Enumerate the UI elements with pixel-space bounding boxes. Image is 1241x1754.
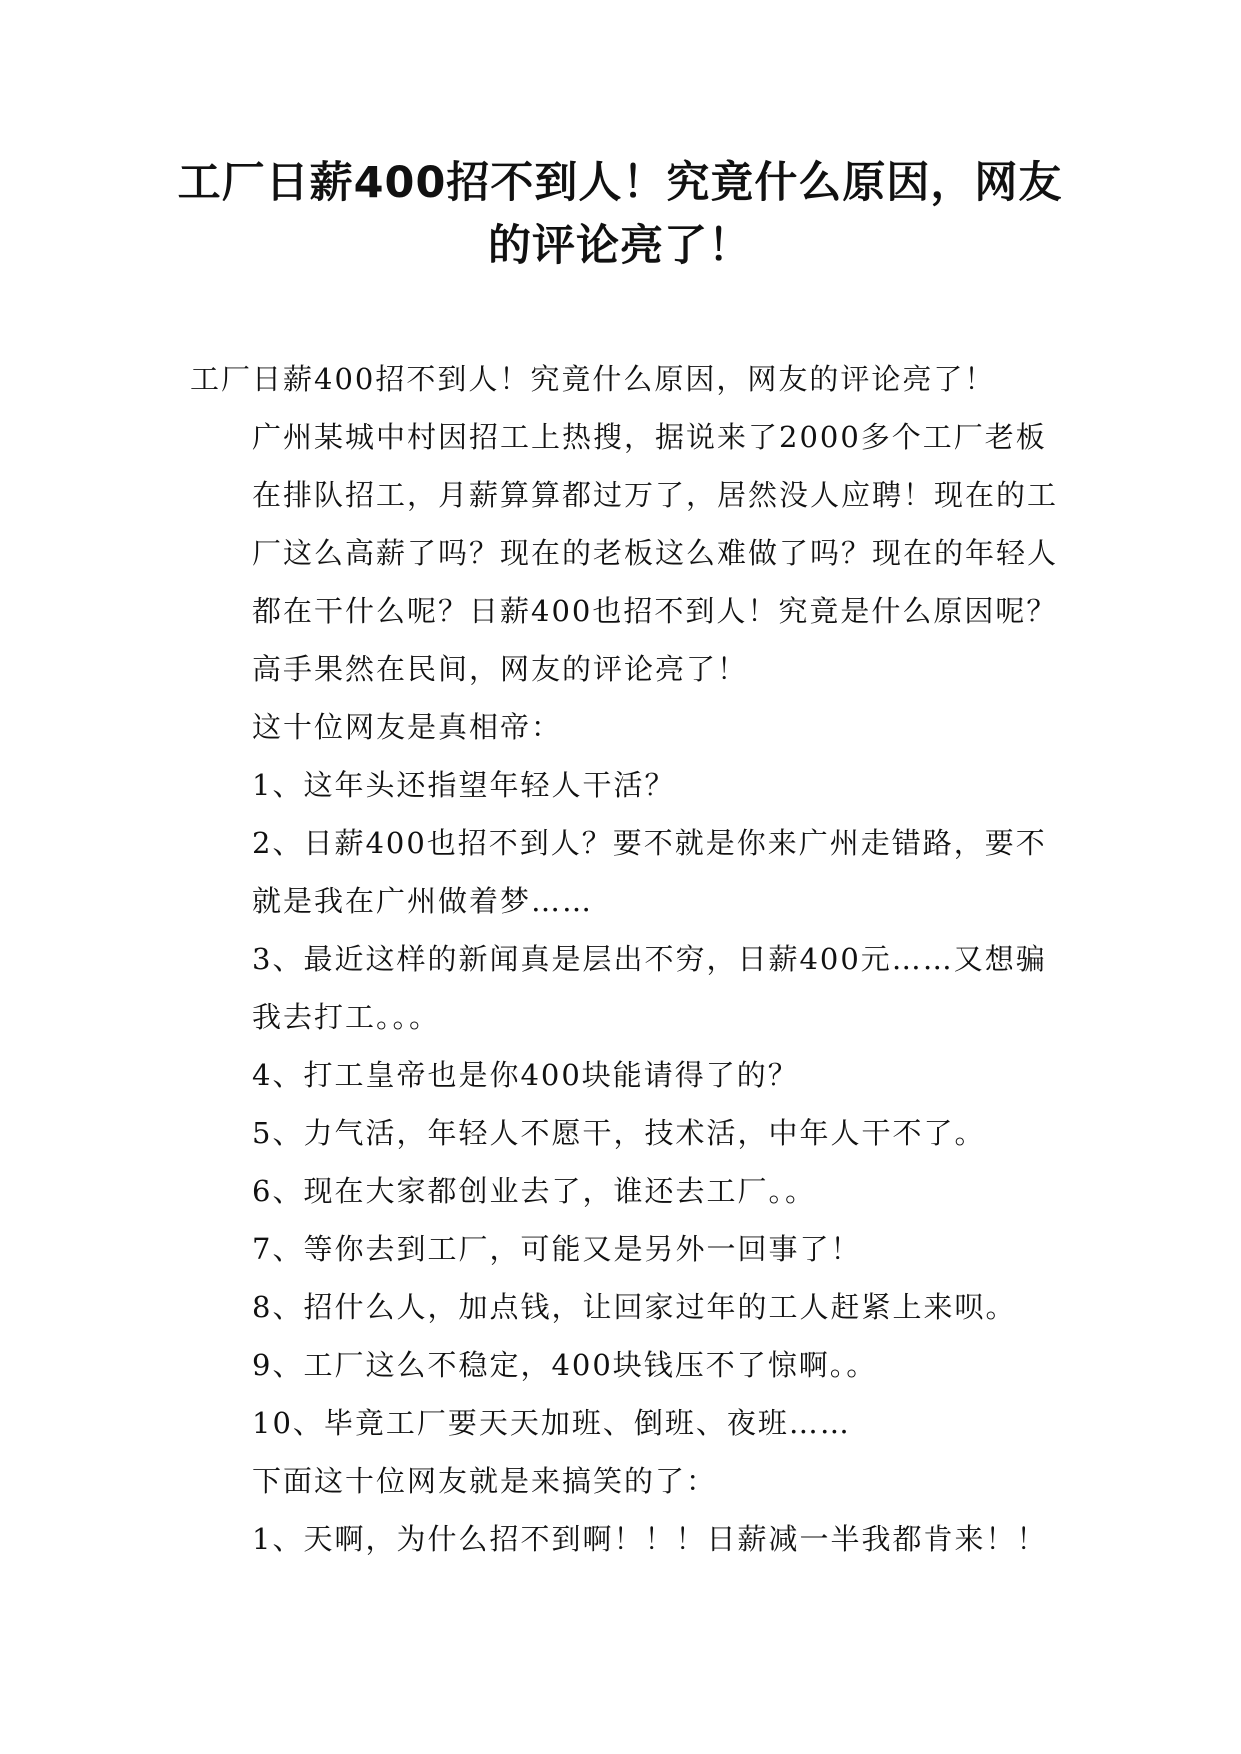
page-title: 工厂日薪400招不到人！究竟什么原因，网友的评论亮了！ [177, 158, 1063, 271]
paragraph-section-heading: 这十位网友是真相帝： [252, 710, 563, 744]
list-item: 5、力气活，年轻人不愿干，技术活，中年人干不了。 [252, 1116, 986, 1150]
list-item: 6、现在大家都创业去了，谁还去工厂。。 [252, 1174, 816, 1208]
document-body [190, 350, 1070, 1568]
list-item: 1、这年头还指望年轻人干活？ [252, 768, 676, 802]
list-item: 3、最近这样的新闻真是层出不穷，日薪400元……又想骗我去打工。。。 [252, 942, 1047, 1034]
list-item: 8、招什么人，加点钱，让回家过年的工人赶紧上来呗。 [252, 1290, 1017, 1324]
paragraph-intro: 工厂日薪400招不到人！究竟什么原因，网友的评论亮了！ [190, 362, 996, 396]
list-item: 10、毕竟工厂要天天加班、倒班、夜班…… [252, 1406, 851, 1440]
list-item: 7、等你去到工厂，可能又是另外一回事了！ [252, 1232, 862, 1266]
list-item: 2、日薪400也招不到人？要不就是你来广州走错路，要不就是我在广州做着梦…… [252, 826, 1047, 918]
list-item: 1、天啊，为什么招不到啊！！！日薪减一半我都肯来！！ [252, 1522, 1048, 1556]
list-item: 9、工厂这么不稳定，400块钱压不了惊啊。。 [252, 1348, 878, 1382]
list-item: 4、打工皇帝也是你400块能请得了的？ [252, 1058, 799, 1092]
paragraph-section-heading: 下面这十位网友就是来搞笑的了： [252, 1464, 718, 1498]
paragraph-background: 广州某城中村因招工上热搜，据说来了2000多个工厂老板在排队招工，月薪算算都过万了，居然没人应聘！现在的工厂这么高薪了吗？现在的老板这么难做了吗？现在的年轻人都在干什么呢？日薪400也招不到人！究竟是什么原因呢？高手果然在民间，网友的评论亮了！ [252, 420, 1059, 686]
